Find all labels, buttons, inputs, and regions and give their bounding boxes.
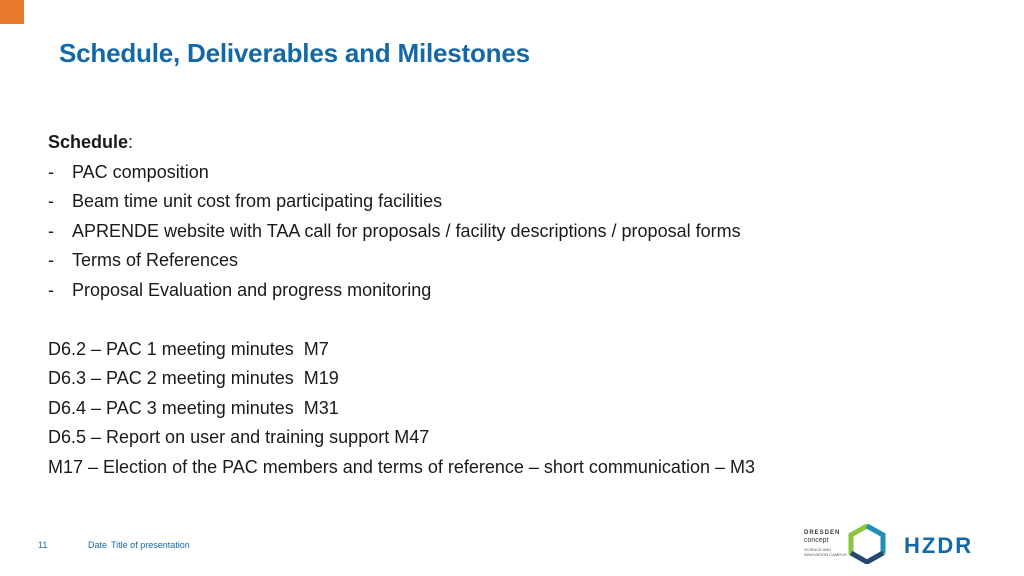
list-item: - Proposal Evaluation and progress monitoring [48, 276, 988, 306]
list-item: - PAC composition [48, 158, 988, 188]
list-item-text: Beam time unit cost from participating facilities [72, 191, 443, 211]
list-item-text: Terms of References [72, 250, 239, 270]
list-item-text: Proposal Evaluation and progress monitoring [72, 279, 432, 300]
list-item: - APRENDE website with TAA call for proposals / facility descriptions / proposal forms [48, 217, 988, 247]
deliverable-row: D6.4 – PAC 3 meeting minutes M31 [48, 397, 339, 418]
slide-title: Schedule, Deliverables and Milestones [59, 38, 530, 68]
spacer [48, 305, 988, 335]
corner-accent [0, 0, 24, 24]
list-item-text: APRENDE website with TAA call for proposals / facility descriptions / proposal forms [72, 220, 741, 241]
list-item-text: PAC composition [72, 161, 209, 182]
list-item: - Terms of References [48, 246, 988, 276]
schedule-heading [48, 128, 988, 158]
deliverable-row: D6.3 – PAC 2 meeting minutes M19 [48, 368, 339, 388]
hexagon-icon [848, 524, 886, 564]
footer-date: Date [88, 540, 108, 550]
schedule-heading-colon: : [128, 132, 134, 152]
deliverable-row: D6.2 – PAC 1 meeting minutes M7 [48, 338, 329, 359]
schedule-heading-label: Schedule [48, 132, 129, 152]
page-number: 11 [38, 540, 48, 550]
dresden-logo-subtitle: SCIENCE AND INNOVATION CAMPUS [804, 547, 847, 557]
hzdr-logo-text: HZDR [904, 534, 974, 556]
dresden-concept-logo [804, 524, 886, 564]
slide-content [48, 128, 988, 482]
list-item: - Beam time unit cost from participating facilities [48, 187, 988, 217]
dresden-logo-name: DRESDEN [804, 530, 841, 536]
milestone-row: M17 – Election of the PAC members and terms of reference – short communication – M3 [48, 456, 755, 477]
dresden-logo-concept: concept [804, 537, 829, 544]
footer-presentation-title: Title of presentation [111, 540, 190, 550]
deliverable-row: D6.5 – Report on user and training support M47 [48, 427, 430, 447]
footer [38, 540, 190, 550]
hzdr-logo [904, 534, 992, 556]
